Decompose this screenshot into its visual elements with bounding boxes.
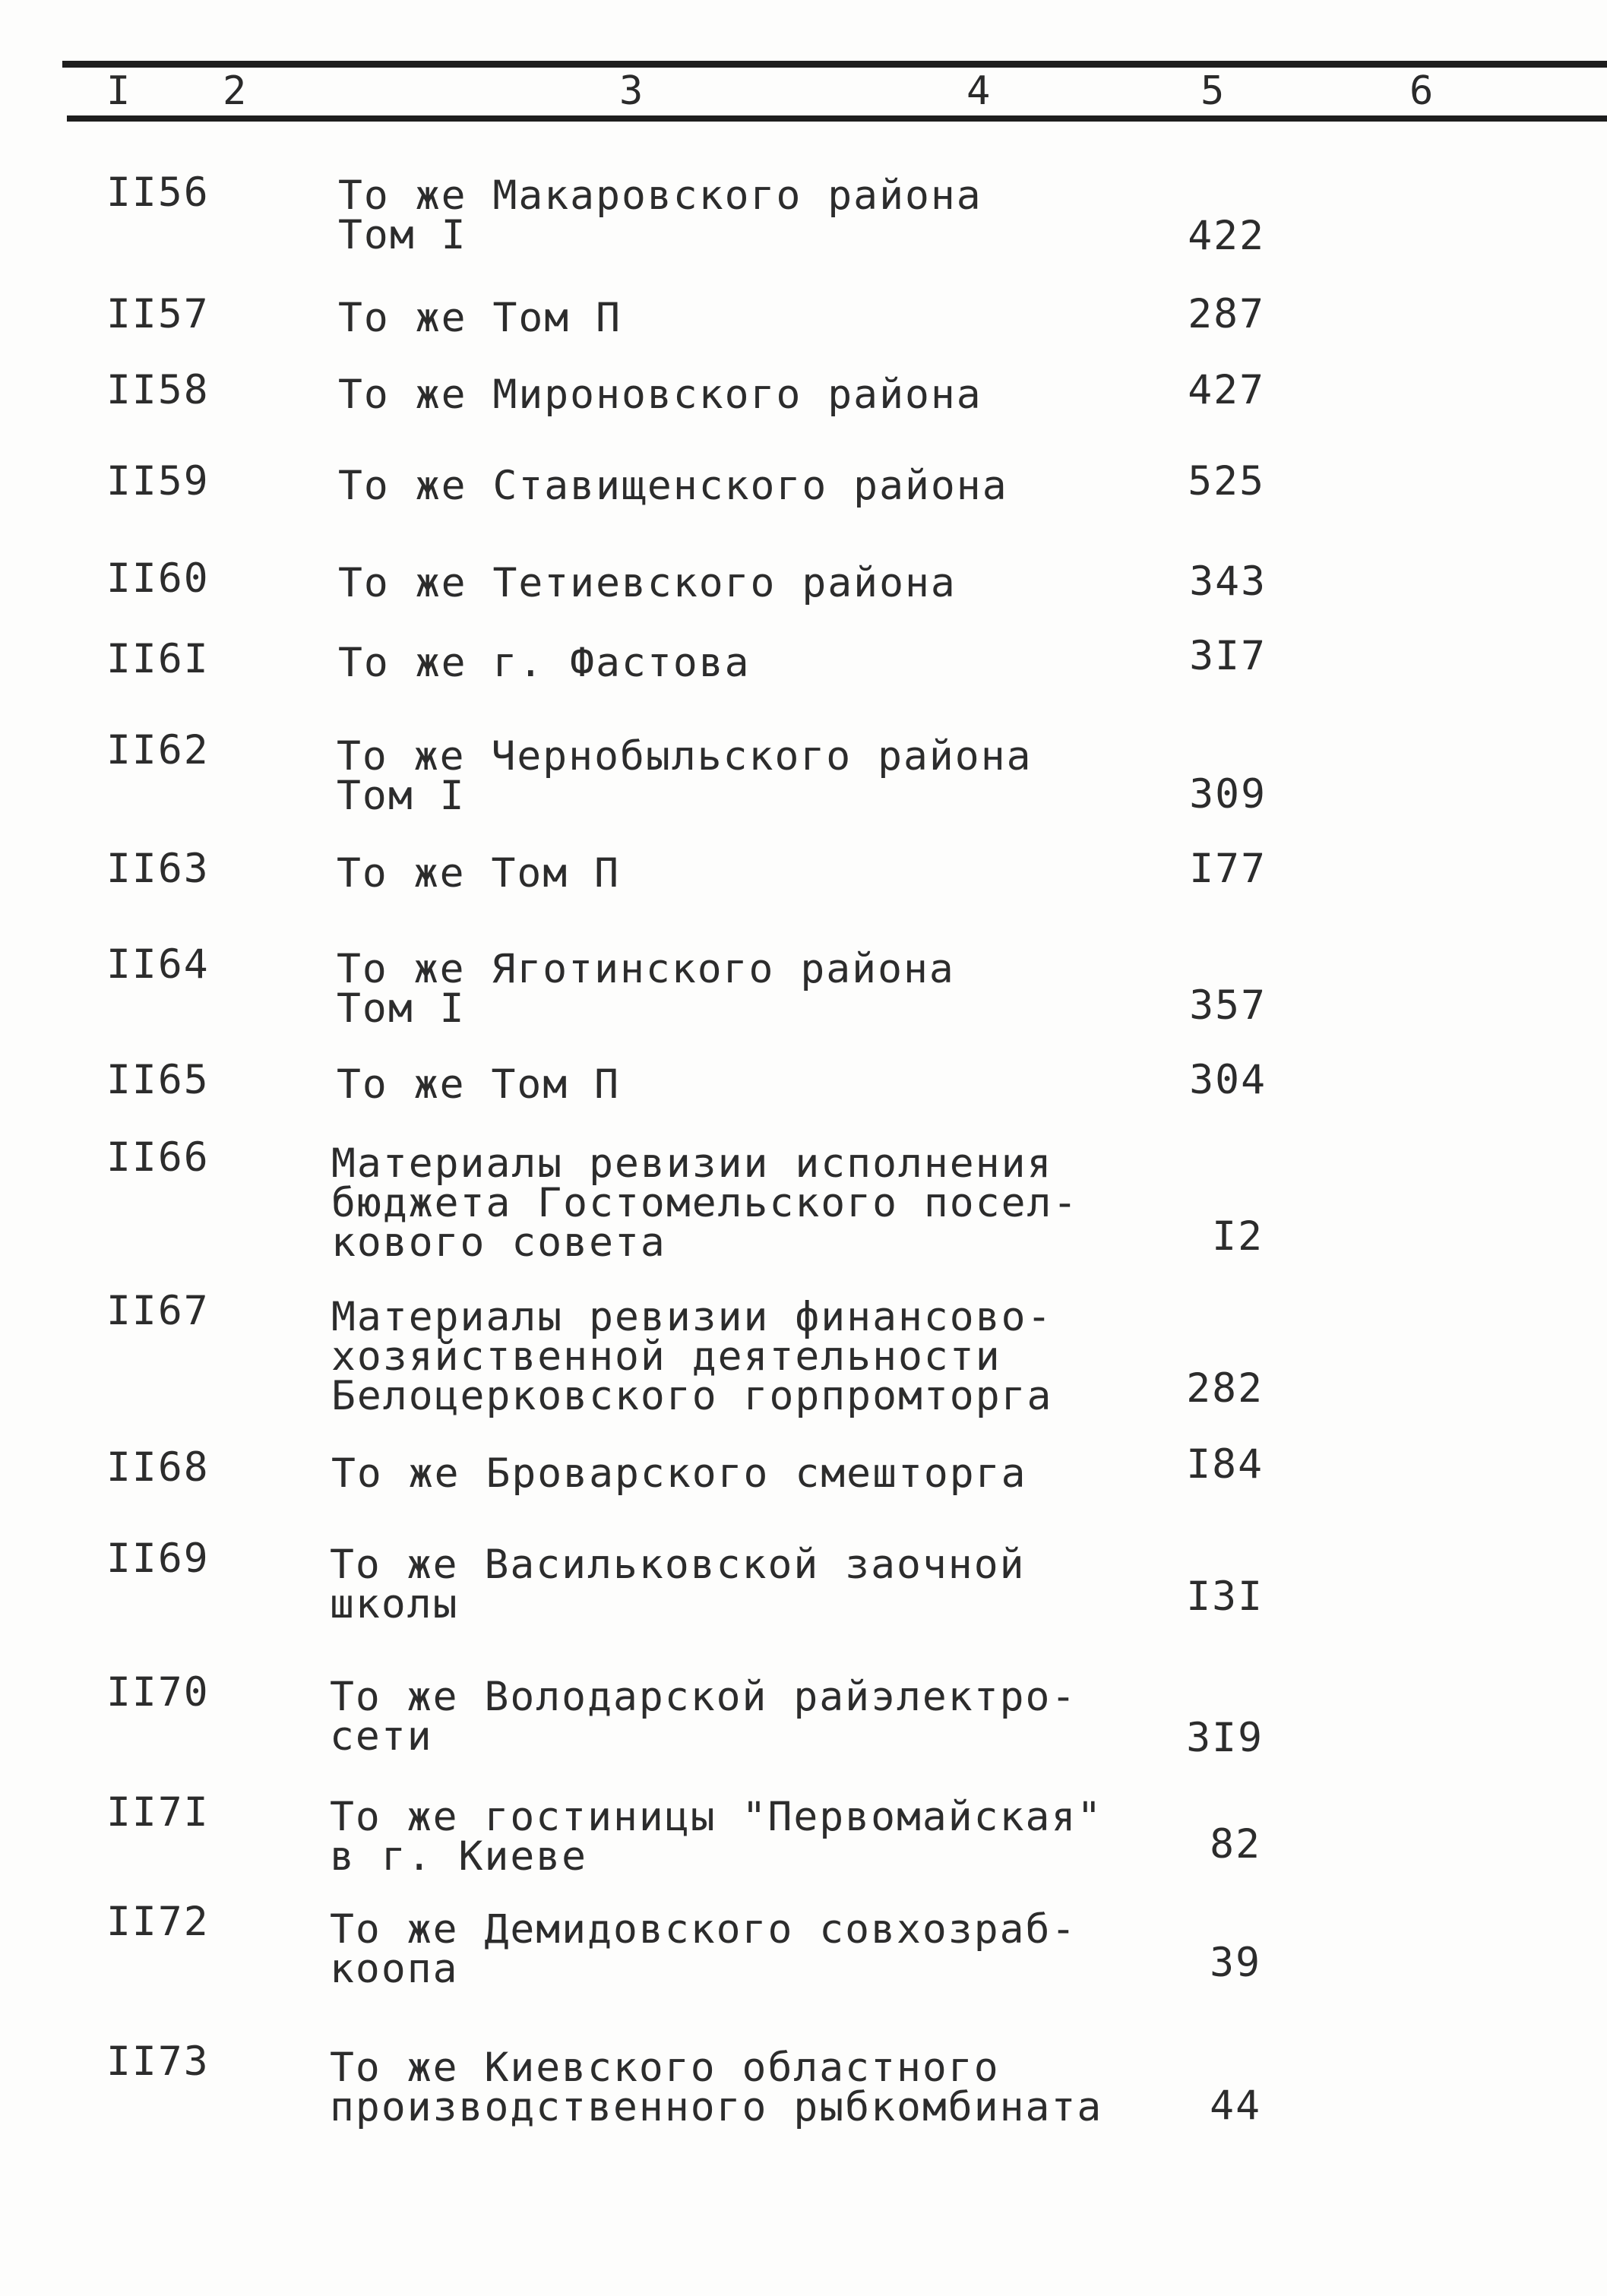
row-description <box>337 733 1033 819</box>
description-line: производственного рыбкомбината <box>330 2084 1103 2130</box>
row-description <box>330 1794 1103 1880</box>
description-line: То же Ставищенского района <box>338 463 1008 509</box>
row-pages: 309 <box>1189 771 1267 818</box>
description-line: хозяйственной деятельности <box>331 1333 1001 1380</box>
row-number: II64 <box>106 941 210 988</box>
row-description <box>330 1674 1077 1760</box>
row-number: II66 <box>106 1134 210 1181</box>
description-line: сети <box>330 1713 433 1760</box>
row-pages: 525 <box>1188 458 1265 504</box>
column-header-3: 3 <box>619 68 644 114</box>
row-description <box>331 1450 1027 1497</box>
row-description <box>338 560 957 606</box>
description-line: То же г. Фастова <box>338 640 751 686</box>
description-line: То же Том П <box>337 1061 620 1108</box>
description-line: бюджета Гостомельского посел- <box>331 1180 1079 1226</box>
description-line: То же Мироновского района <box>338 372 982 418</box>
column-header-4: 4 <box>966 68 991 114</box>
description-line: Материалы ревизии исполнения <box>331 1140 1053 1187</box>
header-bottom-rule <box>67 115 1607 122</box>
row-pages: I2 <box>1212 1213 1264 1260</box>
row-description <box>337 1061 620 1108</box>
row-pages: 304 <box>1189 1057 1267 1103</box>
description-line: То же Киевского областного <box>330 2045 1000 2091</box>
column-header-5: 5 <box>1201 68 1225 114</box>
row-number: II60 <box>106 555 210 602</box>
column-header-1: I <box>106 68 131 114</box>
row-pages: 282 <box>1186 1365 1264 1412</box>
description-line: кового совета <box>331 1219 666 1266</box>
row-number: II7I <box>106 1789 210 1836</box>
row-number: II57 <box>106 291 210 337</box>
header-top-rule <box>62 61 1607 68</box>
row-number: II62 <box>106 727 210 773</box>
description-line: Том I <box>337 985 466 1032</box>
row-number: II72 <box>106 1899 210 1945</box>
description-line: То же Тетиевского района <box>338 560 957 606</box>
description-line: То же гостиницы "Первомайская" <box>330 1794 1103 1840</box>
row-description <box>330 2045 1103 2130</box>
row-description <box>331 1294 1053 1419</box>
row-number: II59 <box>106 458 210 504</box>
row-description <box>337 946 955 1032</box>
row-pages: 343 <box>1189 558 1267 605</box>
row-pages: I84 <box>1186 1441 1264 1488</box>
description-line: коопа <box>330 1946 459 1992</box>
row-pages: 82 <box>1210 1821 1261 1867</box>
row-description <box>330 1542 1026 1627</box>
description-line: То же Макаровского района <box>338 172 982 219</box>
description-line: школы <box>330 1581 459 1627</box>
row-number: II67 <box>106 1288 210 1334</box>
column-header-2: 2 <box>223 68 247 114</box>
description-line: Том I <box>337 773 466 819</box>
row-number: II56 <box>106 169 210 216</box>
row-description <box>338 172 982 258</box>
row-number: II6I <box>106 636 210 682</box>
description-line: То же Володарской райэлектро- <box>330 1674 1077 1720</box>
row-number: II65 <box>106 1057 210 1103</box>
description-line: Том I <box>338 212 467 258</box>
row-pages: 3I9 <box>1186 1715 1264 1761</box>
row-description <box>331 1140 1079 1266</box>
row-number: II73 <box>106 2038 210 2085</box>
description-line: То же Броварского смешторга <box>331 1450 1027 1497</box>
description-line: То же Демидовского совхозраб- <box>330 1906 1077 1953</box>
description-line: То же Васильковской заочной <box>330 1542 1026 1588</box>
row-number: II58 <box>106 367 210 413</box>
row-number: II69 <box>106 1535 210 1582</box>
row-pages: 3I7 <box>1189 633 1267 679</box>
column-header-6: 6 <box>1409 68 1434 114</box>
row-number: II70 <box>106 1669 210 1716</box>
row-pages: I3I <box>1186 1573 1264 1620</box>
row-pages: 357 <box>1189 982 1267 1029</box>
description-line: То же Том П <box>338 295 622 341</box>
description-line: То же Чернобыльского района <box>337 733 1033 780</box>
row-number: II68 <box>106 1444 210 1491</box>
row-pages: 422 <box>1188 213 1265 259</box>
row-description <box>338 640 751 686</box>
description-line: Белоцерковского горпромторга <box>331 1373 1053 1419</box>
description-line: в г. Киеве <box>330 1833 588 1880</box>
row-description <box>330 1906 1077 1992</box>
description-line: Материалы ревизии финансово- <box>331 1294 1053 1340</box>
row-pages: 427 <box>1188 367 1265 413</box>
description-line: То же Том П <box>337 850 620 897</box>
row-description <box>338 463 1008 509</box>
row-pages: I77 <box>1189 846 1267 892</box>
row-description <box>338 372 982 418</box>
row-pages: 287 <box>1188 291 1265 337</box>
row-pages: 44 <box>1210 2083 1261 2129</box>
row-description <box>338 295 622 341</box>
row-description <box>337 850 620 897</box>
row-number: II63 <box>106 846 210 892</box>
row-pages: 39 <box>1210 1940 1261 1986</box>
description-line: То же Яготинского района <box>337 946 955 992</box>
